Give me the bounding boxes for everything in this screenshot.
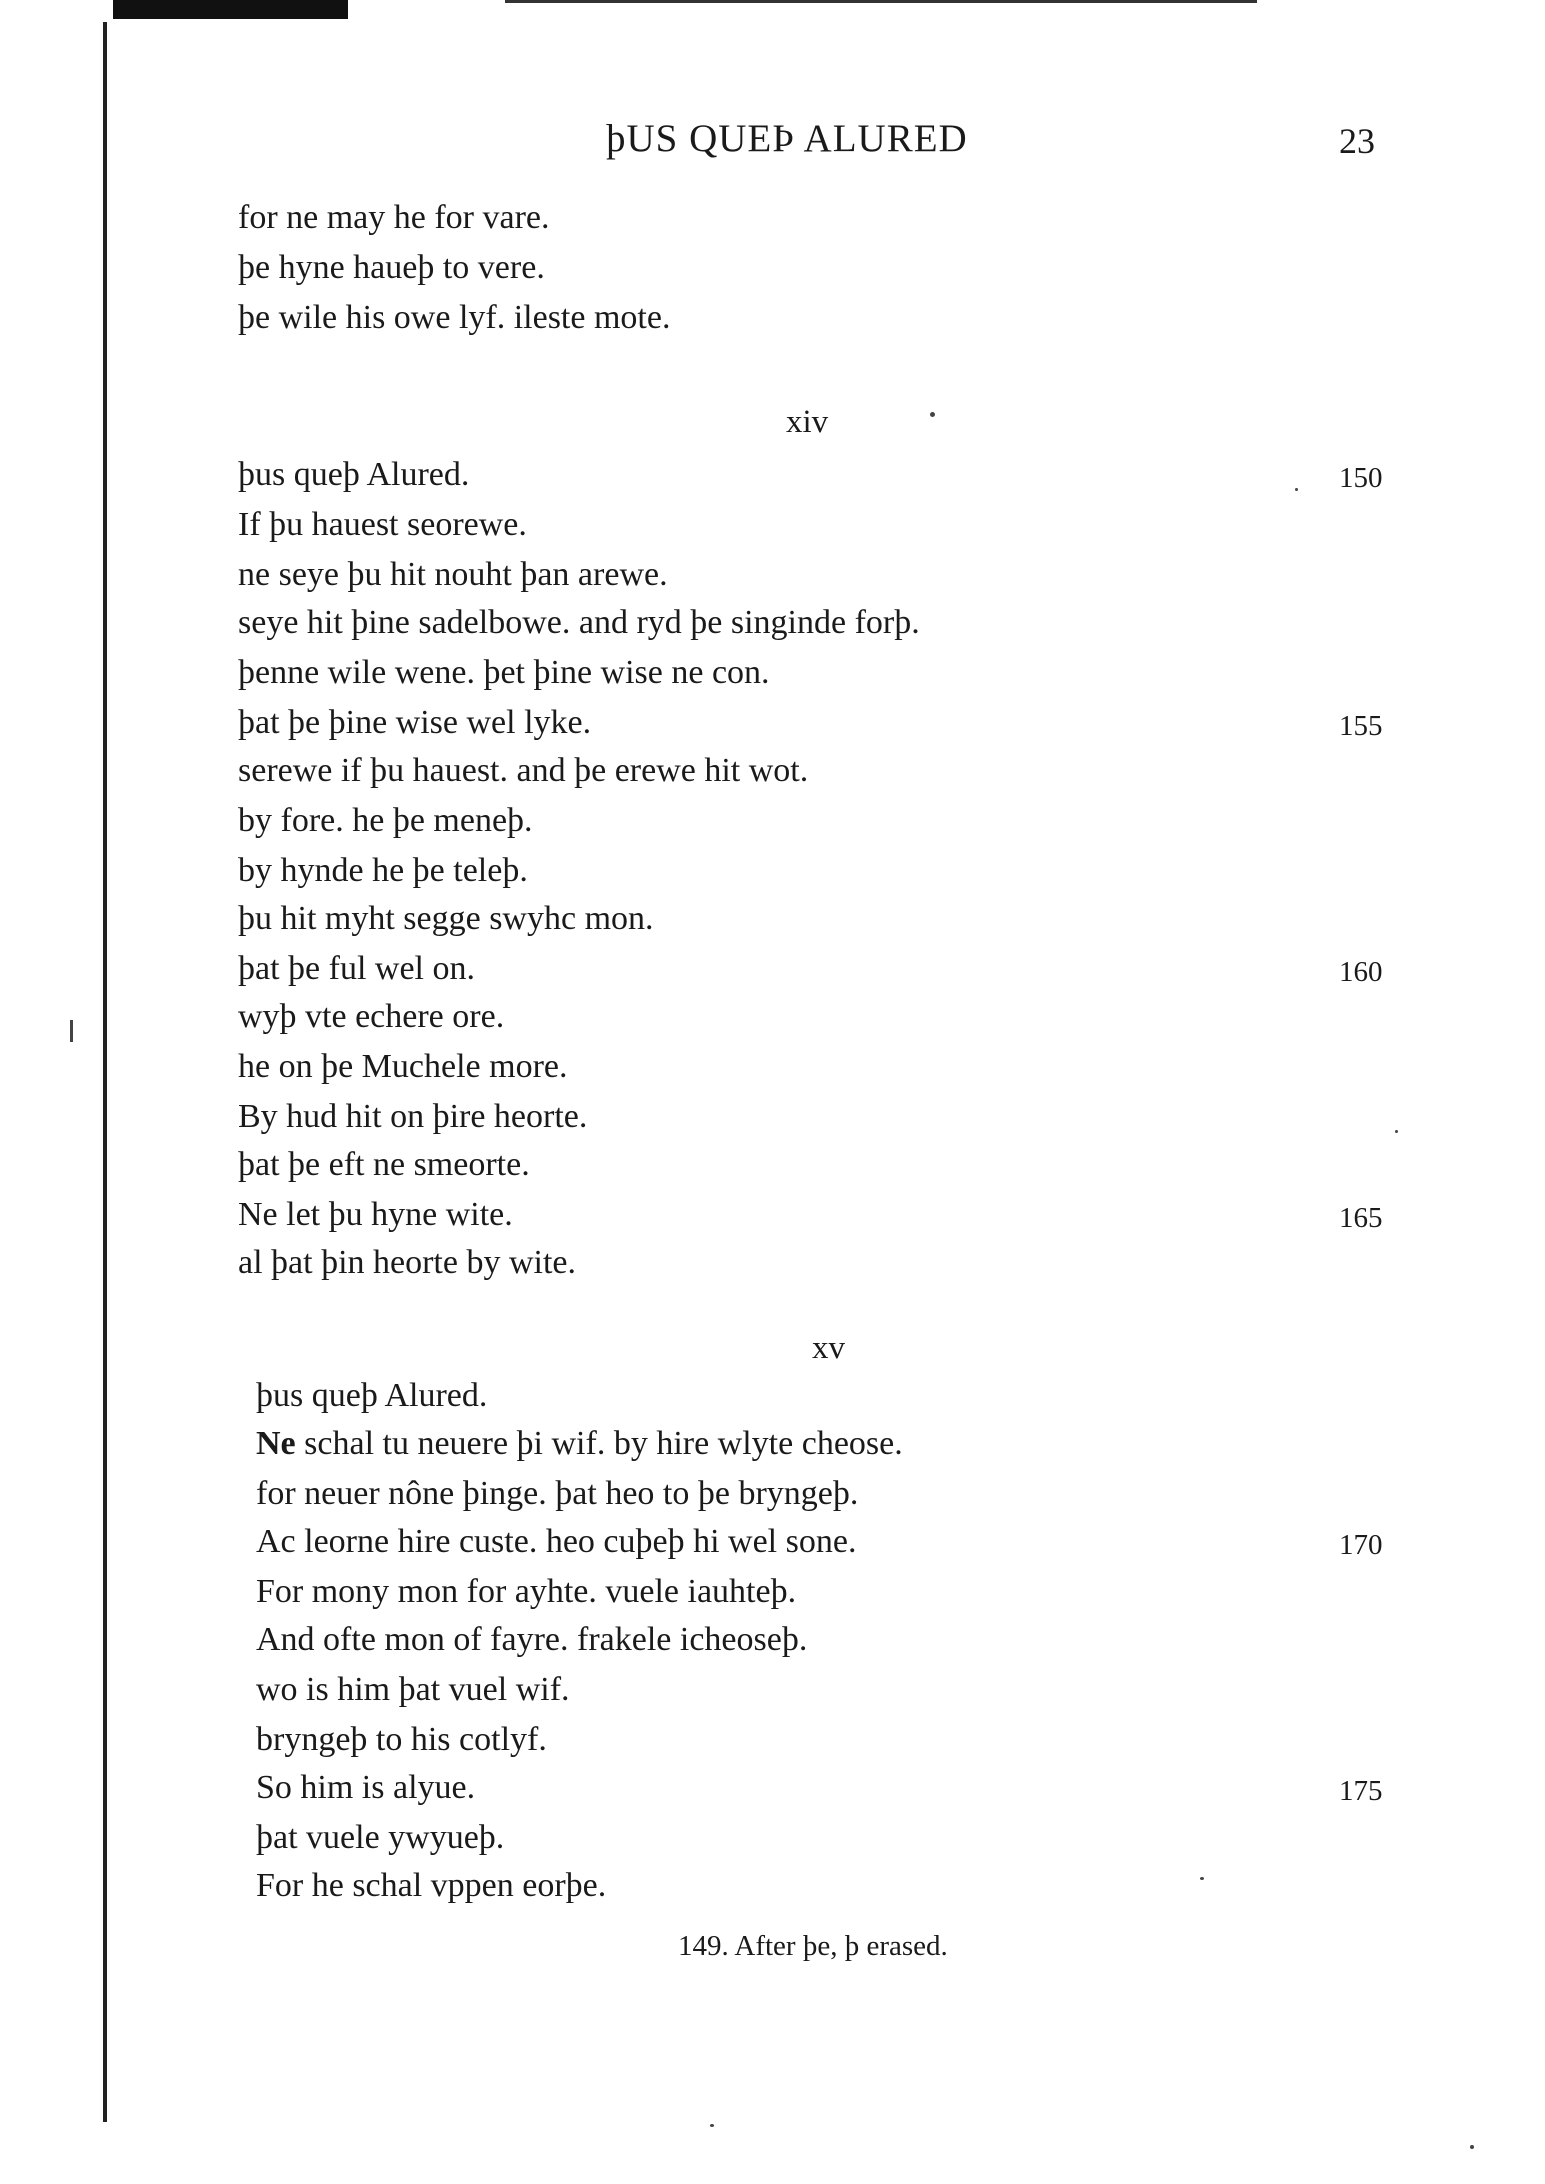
- line-number: 160: [1339, 956, 1383, 988]
- section-numeral: xiv: [786, 404, 829, 440]
- drop-initial: Ne: [256, 1425, 296, 1462]
- verse-line: Ne let þu hyne wite.: [238, 1196, 513, 1233]
- verse-line: ne seye þu hit nouht þan arewe.: [238, 556, 668, 593]
- scan-speck: [1200, 1877, 1204, 1880]
- verse-line: If þu hauest seorewe.: [238, 506, 527, 543]
- verse-line: By hud hit on þire heorte.: [238, 1098, 588, 1135]
- scan-edge-shadow: [113, 0, 348, 19]
- binding-edge-line: [103, 22, 107, 2122]
- verse-line: serewe if þu hauest. and þe erewe hit wot.: [238, 752, 809, 789]
- verse-line: Ac leorne hire custe. heo cuþeþ hi wel sone.: [256, 1523, 857, 1560]
- line-number: 170: [1339, 1529, 1383, 1561]
- scan-speck: [710, 2124, 714, 2127]
- verse-line: by hynde he þe teleþ.: [238, 852, 528, 889]
- verse-line: bryngeþ to his cotlyf.: [256, 1721, 547, 1758]
- verse-line: for ne may he for vare.: [238, 199, 550, 236]
- scan-speck: [1470, 2145, 1474, 2149]
- verse-line: þat þe ful wel on.: [238, 950, 475, 987]
- verse-line: For mony mon for ayhte. vuele iauhteþ.: [256, 1573, 797, 1610]
- line-number: 175: [1339, 1775, 1383, 1807]
- verse-line: þat þe eft ne smeorte.: [238, 1146, 530, 1183]
- verse-line: For he schal vppen eorþe.: [256, 1867, 607, 1904]
- verse-line: by fore. he þe meneþ.: [238, 802, 533, 839]
- scan-speck: [930, 412, 935, 417]
- page-number: 23: [1339, 121, 1375, 161]
- verse-line: þenne wile wene. þet þine wise ne con.: [238, 654, 770, 691]
- verse-line: he on þe Muchele more.: [238, 1048, 568, 1085]
- verse-line: þus queþ Alured.: [256, 1377, 488, 1414]
- verse-line: seye hit þine sadelbowe. and ryd þe singinde forþ.: [238, 604, 920, 641]
- running-title: þUS QUEÞ ALURED: [606, 117, 968, 160]
- verse-line-text: schal tu neuere þi wif. by hire wlyte cheose.: [295, 1425, 903, 1462]
- footnote: 149. After þe, þ erased.: [678, 1930, 948, 1962]
- verse-line: þe hyne haueþ to vere.: [238, 249, 545, 286]
- top-rule: [505, 0, 1257, 3]
- verse-line: þus queþ Alured.: [238, 456, 470, 493]
- scan-speck: [1295, 488, 1298, 491]
- line-number: 165: [1339, 1202, 1383, 1234]
- verse-line: þat þe þine wise wel lyke.: [238, 704, 592, 741]
- verse-line: wyþ vte echere ore.: [238, 998, 505, 1035]
- verse-line: al þat þin heorte by wite.: [238, 1244, 577, 1281]
- section-numeral: xv: [812, 1330, 845, 1366]
- verse-line: So him is alyue.: [256, 1769, 476, 1806]
- verse-line: þe wile his owe lyf. ileste mote.: [238, 299, 671, 336]
- line-number: 150: [1339, 462, 1383, 494]
- scan-mark: [70, 1020, 73, 1042]
- verse-line: wo is him þat vuel wif.: [256, 1671, 570, 1708]
- verse-line: þat vuele ywyueþ.: [256, 1819, 505, 1856]
- verse-line: þu hit myht segge swyhc mon.: [238, 900, 654, 937]
- verse-line: [256, 1424, 903, 1464]
- scan-speck: [1395, 1130, 1398, 1133]
- verse-line: for neuer nône þinge. þat heo to þe bryngeþ.: [256, 1475, 859, 1512]
- running-head: [0, 112, 1545, 162]
- line-number: 155: [1339, 710, 1383, 742]
- verse-line: And ofte mon of fayre. frakele icheoseþ.: [256, 1621, 808, 1658]
